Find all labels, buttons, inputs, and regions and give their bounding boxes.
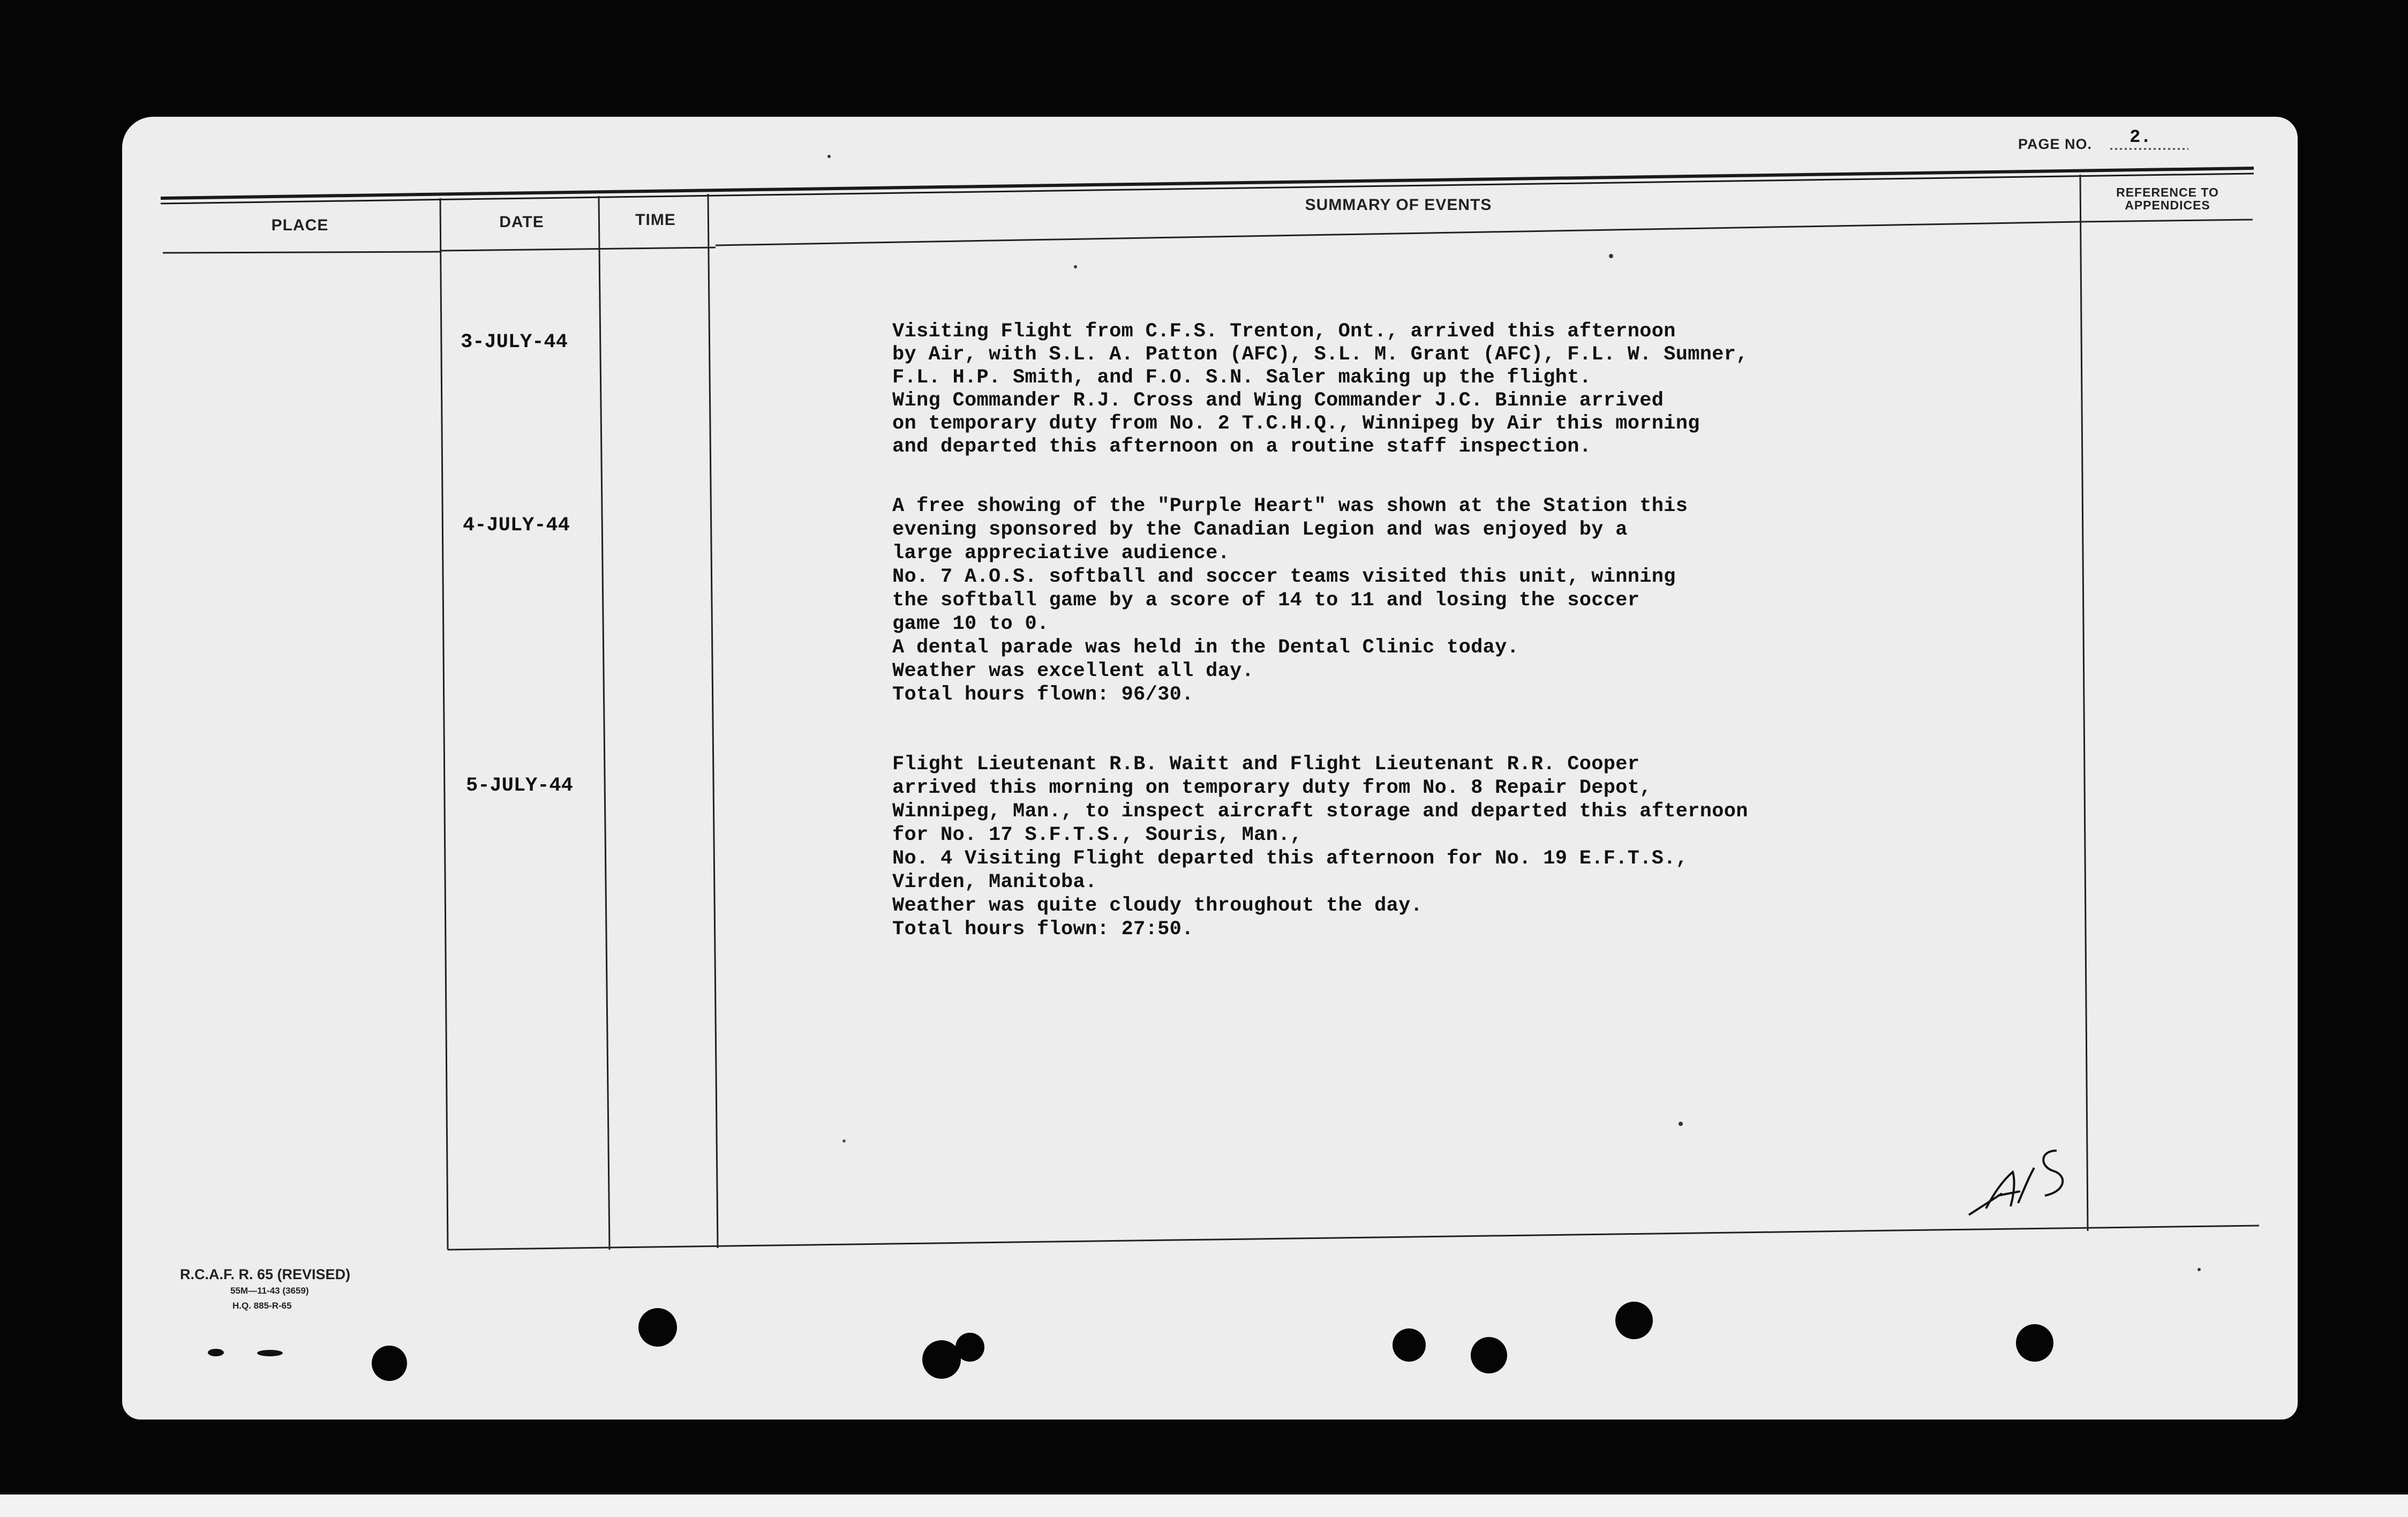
punch-hole — [1471, 1337, 1507, 1373]
event-line: Total hours flown: 27:50. — [892, 918, 1194, 941]
event-line: A dental parade was held in the Dental Clinic today. — [892, 636, 1519, 659]
event-line: Winnipeg, Man., to inspect aircraft storage and departed this afternoon — [892, 800, 1748, 823]
event-line: Flight Lieutenant R.B. Waitt and Flight Lieutenant R.R. Cooper — [892, 753, 1640, 776]
header-reference-line2: APPENDICES — [2125, 198, 2210, 212]
event-line: by Air, with S.L. A. Patton (AFC), S.L. M. Grant (AFC), F.L. W. Sumner, — [892, 343, 1748, 366]
punch-hole — [955, 1333, 984, 1362]
event-line: on temporary duty from No. 2 T.C.H.Q., Winnipeg by Air this morning — [892, 412, 1700, 435]
punch-hole — [638, 1308, 677, 1347]
page-number-label: PAGE NO. — [2018, 136, 2093, 152]
form-print-code: 55M—11-43 (3659) — [230, 1286, 309, 1296]
header-time: TIME — [635, 211, 676, 229]
event-line: game 10 to 0. — [892, 613, 1049, 635]
entry-date: 5-JULY-44 — [466, 775, 573, 797]
punch-hole — [1393, 1328, 1426, 1362]
header-summary-of-events: SUMMARY OF EVENTS — [1305, 196, 1492, 214]
event-line: No. 7 A.O.S. softball and soccer teams visited this unit, winning — [892, 566, 1676, 588]
event-line: Wing Commander R.J. Cross and Wing Commander J.C. Binnie arrived — [892, 389, 1664, 412]
event-line: arrived this morning on temporary duty from No. 8 Repair Depot, — [892, 777, 1652, 799]
punch-hole — [1615, 1302, 1653, 1339]
form-hq-code: H.Q. 885-R-65 — [232, 1301, 292, 1311]
event-line: Weather was quite cloudy throughout the day. — [892, 895, 1423, 917]
page-number-value: 2. — [2129, 127, 2151, 148]
event-line: large appreciative audience. — [892, 542, 1230, 565]
event-line: Weather was excellent all day. — [892, 660, 1254, 682]
punch-hole — [372, 1346, 407, 1381]
header-date: DATE — [499, 213, 544, 231]
event-line: for No. 17 S.F.T.S., Souris, Man., — [892, 824, 1303, 846]
event-line: evening sponsored by the Canadian Legion and was enjoyed by a — [892, 519, 1628, 541]
event-line: Virden, Manitoba. — [892, 871, 1097, 893]
event-line: Total hours flown: 96/30. — [892, 684, 1194, 706]
event-line: Visiting Flight from C.F.S. Trenton, Ont., arrived this afternoon — [892, 320, 1676, 343]
scanner-bottom-strip — [0, 1495, 2408, 1517]
event-line: No. 4 Visiting Flight departed this afternoon for No. 19 E.F.T.S., — [892, 847, 1688, 870]
event-line: A free showing of the "Purple Heart" was shown at the Station this — [892, 495, 1688, 517]
event-line: the softball game by a score of 14 to 11 and losing the soccer — [892, 589, 1640, 612]
form-number: R.C.A.F. R. 65 (REVISED) — [180, 1266, 351, 1282]
ink-speck — [257, 1350, 283, 1356]
event-line: and departed this afternoon on a routine staff inspection. — [892, 435, 1592, 458]
handwritten-initials — [1965, 1140, 2093, 1220]
form-sheet — [122, 117, 2298, 1420]
entry-date: 4-JULY-44 — [463, 514, 570, 537]
punch-hole — [2016, 1324, 2053, 1362]
ink-speck — [208, 1349, 224, 1356]
header-reference-line1: REFERENCE TO — [2116, 185, 2219, 199]
header-place: PLACE — [271, 216, 329, 234]
entry-date: 3-JULY-44 — [461, 331, 568, 354]
event-line: F.L. H.P. Smith, and F.O. S.N. Saler making up the flight. — [892, 366, 1592, 389]
